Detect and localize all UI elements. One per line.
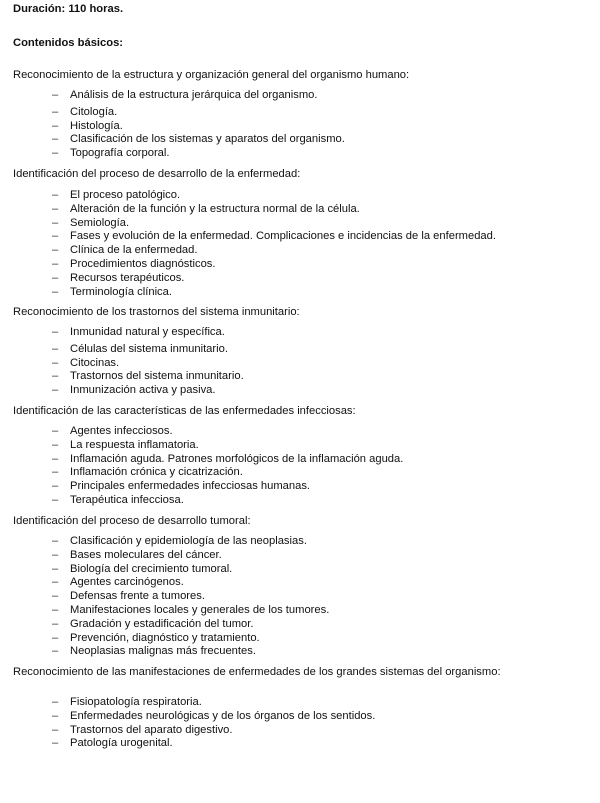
list-item-text: Enfermedades neurológicas y de los órganos de los sentidos. (70, 709, 376, 722)
dash-bullet-icon: – (52, 244, 59, 257)
list-item-text: Trastornos del aparato digestivo. (70, 723, 233, 736)
dash-bullet-icon: – (52, 562, 59, 575)
list-item-text: Bases moleculares del cáncer. (70, 548, 222, 561)
section-title: Identificación del proceso de desarrollo de la enfermedad: (13, 168, 301, 180)
dash-bullet-icon: – (52, 723, 59, 736)
dash-bullet-icon: – (52, 89, 59, 101)
dash-bullet-icon: – (52, 384, 59, 397)
dash-bullet-icon: – (52, 709, 59, 722)
list-item-text: Inflamación aguda. Patrones morfológicos de la inflamación aguda. (70, 452, 404, 465)
dash-bullet-icon: – (52, 326, 59, 338)
section-title: Identificación de las características de las enfermedades infecciosas: (13, 405, 356, 417)
dash-bullet-icon: – (52, 603, 59, 616)
list-item-text: Agentes carcinógenos. (70, 576, 184, 589)
list-item-text: Citología. (70, 105, 118, 118)
dash-bullet-icon: – (52, 216, 59, 229)
dash-bullet-icon: – (52, 493, 59, 506)
dash-bullet-icon: – (52, 480, 59, 493)
dash-bullet-icon: – (52, 548, 59, 561)
list-item-text: Fases y evolución de la enfermedad. Complicaciones e incidencias de la enfermedad. (70, 230, 496, 243)
contents-heading: Contenidos básicos: (13, 37, 124, 49)
list-item-text: Inmunidad natural y específica. (70, 326, 225, 338)
list-item-text: Alteración de la función y la estructura normal de la célula. (70, 202, 360, 215)
dash-bullet-icon: – (52, 271, 59, 284)
dash-bullet-icon: – (52, 257, 59, 270)
dash-bullet-icon: – (52, 452, 59, 465)
list-item-text: Inflamación crónica y cicatrización. (70, 466, 243, 479)
list-item-text: Histología. (70, 119, 123, 132)
dash-bullet-icon: – (52, 631, 59, 644)
dash-bullet-icon: – (52, 356, 59, 369)
list-item-text: Manifestaciones locales y generales de los tumores. (70, 603, 330, 616)
dash-bullet-icon: – (52, 285, 59, 298)
list-item-text: Terapéutica infecciosa. (70, 493, 184, 506)
dash-bullet-icon: – (52, 119, 59, 132)
dash-bullet-icon: – (52, 133, 59, 146)
list-item-text: El proceso patológico. (70, 189, 181, 201)
dash-bullet-icon: – (52, 590, 59, 603)
list-item-text: Células del sistema inmunitario. (70, 342, 228, 355)
list-item-text: Citocinas. (70, 356, 120, 369)
dash-bullet-icon: – (52, 466, 59, 479)
list-item-text: Agentes infecciosos. (70, 425, 173, 437)
list-item-text: Patología urogenital. (70, 737, 173, 750)
list-item-text: Procedimientos diagnósticos. (70, 257, 216, 270)
dash-bullet-icon: – (52, 147, 59, 160)
dash-bullet-icon: – (52, 696, 59, 708)
list-item-text: Clínica de la enfermedad. (70, 244, 198, 257)
list-item-text: Principales enfermedades infecciosas humanas. (70, 480, 311, 493)
list-item-text: Clasificación y epidemiología de las neoplasias. (70, 535, 307, 547)
dash-bullet-icon: – (52, 342, 59, 355)
dash-bullet-icon: – (52, 576, 59, 589)
dash-bullet-icon: – (52, 202, 59, 215)
dash-bullet-icon: – (52, 370, 59, 383)
list-item-text: Análisis de la estructura jerárquica del organismo. (70, 89, 318, 101)
list-item-text: Clasificación de los sistemas y aparatos del organismo. (70, 133, 345, 146)
dash-bullet-icon: – (52, 438, 59, 451)
list-item-text: Defensas frente a tumores. (70, 590, 205, 603)
list-item-text: Semiología. (70, 216, 130, 229)
duration-heading: Duración: 110 horas. (13, 3, 124, 15)
dash-bullet-icon: – (52, 105, 59, 118)
dash-bullet-icon: – (52, 230, 59, 243)
section-title: Reconocimiento de la estructura y organización general del organismo humano: (13, 69, 410, 81)
list-item-text: Inmunización activa y pasiva. (70, 384, 216, 397)
list-item-text: Trastornos del sistema inmunitario. (70, 370, 244, 383)
list-item-text: Gradación y estadificación del tumor. (70, 617, 254, 630)
list-item-text: Prevención, diagnóstico y tratamiento. (70, 631, 260, 644)
dash-bullet-icon: – (52, 425, 59, 437)
list-item-text: Topografía corporal. (70, 147, 170, 160)
list-item-text: Neoplasias malignas más frecuentes. (70, 645, 256, 658)
list-item-text: Fisiopatología respiratoria. (70, 696, 202, 708)
dash-bullet-icon: – (52, 645, 59, 658)
dash-bullet-icon: – (52, 189, 59, 201)
list-item-text: Terminología clínica. (70, 285, 172, 298)
section-title: Reconocimiento de los trastornos del sistema inmunitario: (13, 306, 300, 318)
dash-bullet-icon: – (52, 737, 59, 750)
list-item-text: Recursos terapéuticos. (70, 271, 185, 284)
section-title: Reconocimiento de las manifestaciones de enfermedades de los grandes sistemas del organismo: (13, 666, 501, 678)
dash-bullet-icon: – (52, 535, 59, 547)
list-item-text: La respuesta inflamatoria. (70, 438, 199, 451)
dash-bullet-icon: – (52, 617, 59, 630)
list-item-text: Biología del crecimiento tumoral. (70, 562, 233, 575)
section-title: Identificación del proceso de desarrollo tumoral: (13, 515, 251, 527)
